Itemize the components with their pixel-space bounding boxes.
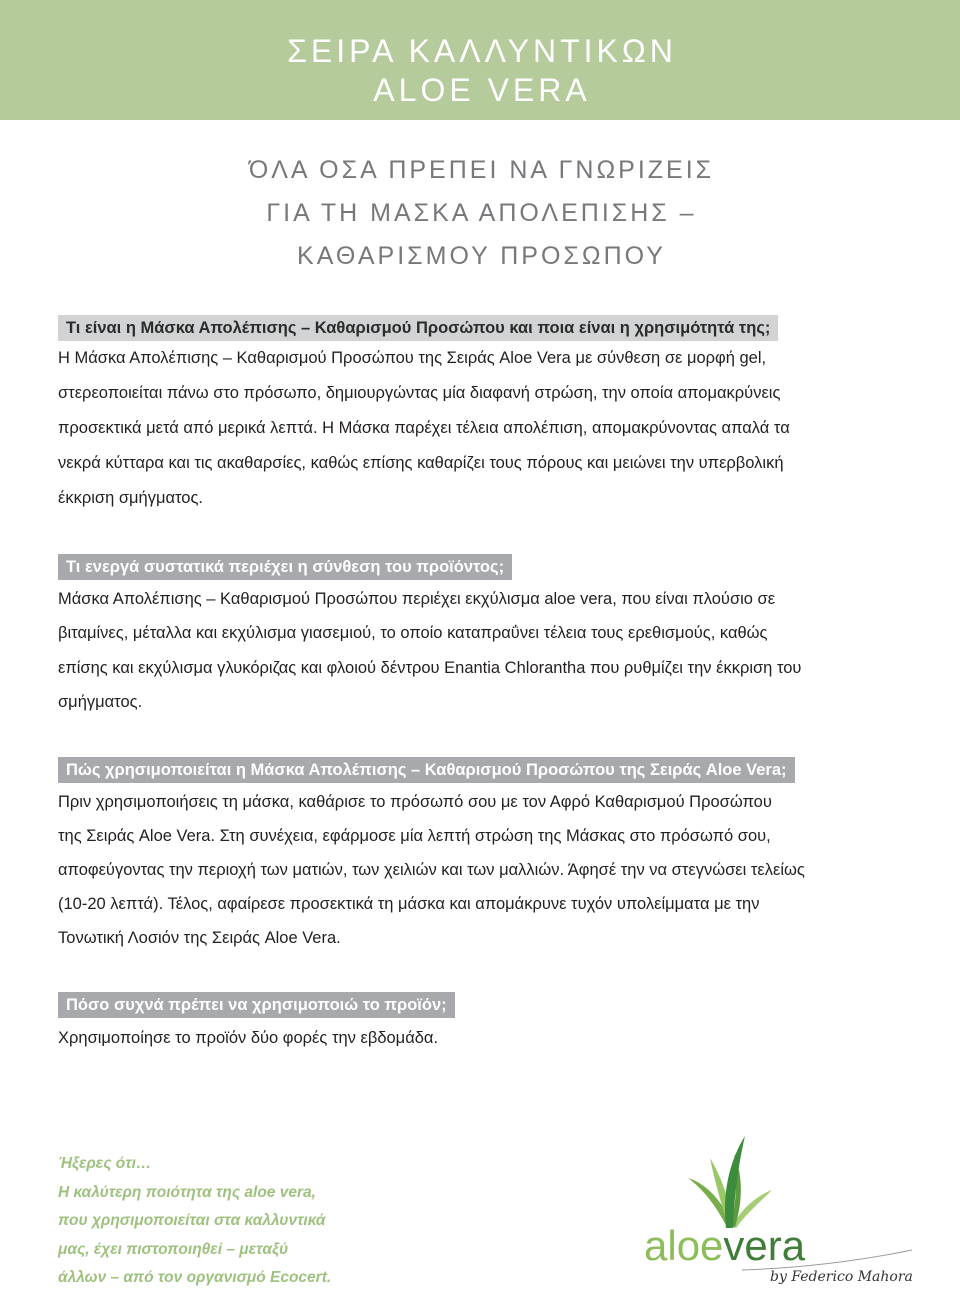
page-title-line: ΌΛΑ ΟΣΑ ΠΡΕΠΕΙ ΝΑ ΓΝΩΡΙΖΕΙΣ (248, 156, 715, 184)
did-you-know-note (58, 1150, 331, 1293)
usage-heading: Πώς χρησιμοποιείται η Μάσκα Απολέπισης – Καθαρισμού Προσώπου της Σειράς Aloe Vera; (58, 757, 795, 783)
page-title-line: ΚΑΘΑΡΙΣΜΟΥ ΠΡΟΣΩΠΟΥ (297, 242, 666, 270)
did-you-know-line: Η καλύτερη ποιότητα της aloe vera, (58, 1183, 316, 1201)
paragraph-line: της Σειράς Aloe Vera. Στη συνέχεια, εφάρμοσε μία λεπτή στρώση της Μάσκας στο πρόσωπό σου, (58, 827, 771, 845)
did-you-know-line: που χρησιμοποιείται στα καλλυντικά (58, 1212, 326, 1229)
page-title-line: ΓΙΑ ΤΗ ΜΑΣΚΑ ΑΠΟΛΕΠΙΣΗΣ – (266, 199, 697, 227)
aloevera-logo (630, 1120, 920, 1290)
frequency-heading: Πόσο συχνά πρέπει να χρησιμοποιώ το προϊόν; (58, 992, 455, 1018)
paragraph-line: βιταμίνες, μέταλλα και εκχύλισμα γιασεμιού, το οποίο καταπραΰνει τέλεια τους ερεθισμούς, καθώς (58, 624, 768, 643)
paragraph-line: Τονωτική Λοσιόν της Σειράς Aloe Vera. (58, 929, 341, 947)
series-name: ALOE VERA (373, 72, 591, 108)
paragraph-line: Πριν χρησιμοποιήσεις τη μάσκα, καθάρισε το πρόσωπό σου με τον Αφρό Καθαρισμού Προσώπου (58, 793, 772, 811)
what-is-it-heading: Τι είναι η Μάσκα Απολέπισης – Καθαρισμού Προσώπου και ποια είναι η χρησιμότητά της; (58, 315, 778, 341)
page-title (0, 149, 960, 278)
logo-wordmark (644, 1222, 806, 1269)
did-you-know-title: Ήξερες ότι… (58, 1155, 152, 1172)
paragraph-line: σμήγματος. (58, 692, 143, 711)
ingredients-paragraph (58, 582, 801, 719)
frequency-paragraph (58, 1021, 438, 1055)
paragraph-line: (10-20 λεπτά). Τέλος, αφαίρεσε προσεκτικά τη μάσκα και απομάκρυνε τυχόν υπολείμματα με την (58, 895, 760, 913)
paragraph-line: Χρησιμοποίησε το προϊόν δύο φορές την εβδομάδα. (58, 1029, 439, 1047)
paragraph-line: Η Μάσκα Απολέπισης – Καθαρισμού Προσώπου της Σειράς Aloe Vera με σύνθεση σε μορφή gel, (58, 349, 767, 367)
aloe-plant-icon (688, 1136, 772, 1228)
ingredients-heading: Τι ενεργά συστατικά περιέχει η σύνθεση του προϊόντος; (58, 554, 512, 580)
logo-byline: by Federico Mahora (770, 1269, 913, 1285)
paragraph-line: έκκριση σμήγματος. (58, 489, 204, 507)
did-you-know-line: μας, έχει πιστοποιηθεί – μεταξύ (58, 1240, 289, 1258)
paragraph-line: Μάσκα Απολέπισης – Καθαρισμού Προσώπου περιέχει εκχύλισμα aloe vera, που είναι πλούσιο σε (58, 590, 776, 608)
usage-paragraph (58, 785, 805, 955)
paragraph-line: στερεοποιείται πάνω στο πρόσωπο, δημιουργώντας μία διαφανή στρώση, την οποία απομακρύνεις (58, 384, 781, 402)
what-is-it-paragraph (58, 341, 790, 516)
paragraph-line: επίσης και εκχύλισμα γλυκόριζας και φλοιού δέντρου Enantia Chlorantha που ρυθμίζει την έκκριση του (58, 658, 802, 677)
did-you-know-line: άλλων – από τον οργανισμό Ecocert. (58, 1269, 332, 1286)
logo-word-vera: vera (723, 1222, 806, 1269)
paragraph-line: αποφεύγοντας την περιοχή των ματιών, των χειλιών και των μαλλιών. Άφησέ την να στεγνώσει τελείως (58, 861, 805, 879)
paragraph-line: προσεκτικά μετά από μερικά λεπτά. Η Μάσκα παρέχει τέλεια απολέπιση, απομακρύνοντας απαλά τα (58, 419, 790, 437)
paragraph-line: νεκρά κύτταρα και τις ακαθαρσίες, καθώς επίσης καθαρίζει τους πόρους και μειώνει την υπερβολική (58, 454, 784, 472)
series-title: ΣΕΙΡΑ ΚΑΛΛΥΝΤΙΚΩΝ (287, 33, 677, 69)
logo-word-aloe: aloe (644, 1222, 724, 1269)
